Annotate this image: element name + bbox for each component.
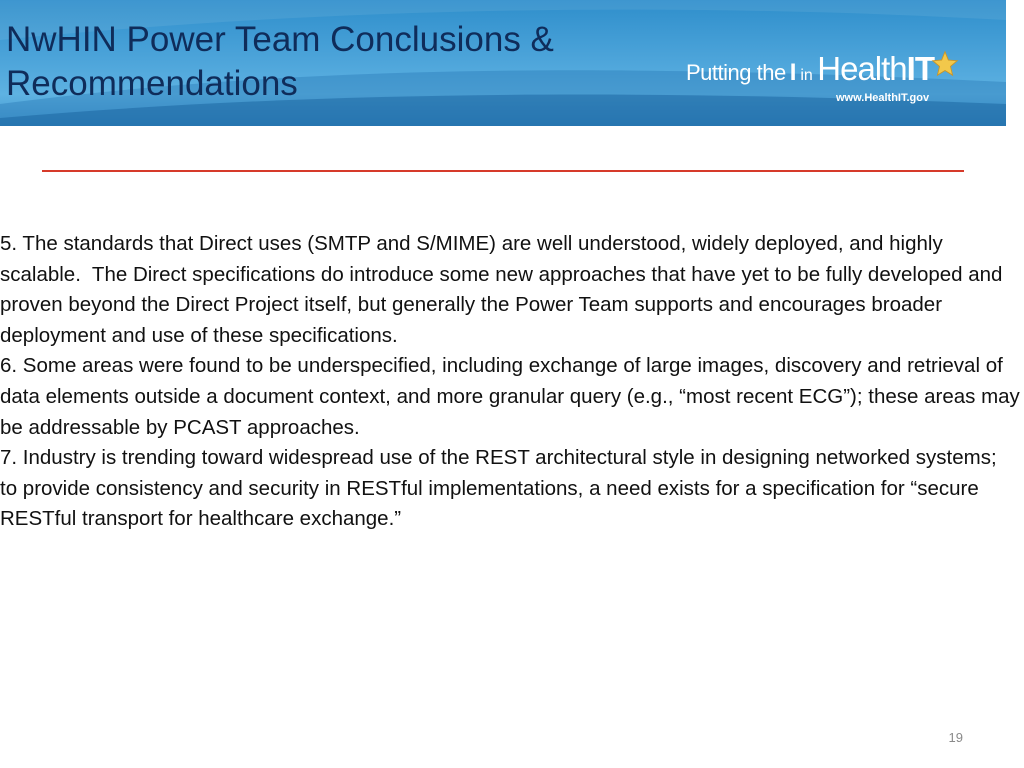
header-banner [0,0,1006,126]
logo-it-text: IT [906,50,934,87]
logo-url: www.HealthIT.gov [836,92,930,104]
logo-i-text: I [789,59,797,86]
body-paragraph-6: 6. Some areas were found to be underspecified, including exchange of large images, discovery and retrieval of data elements outside a document context, and more granular query (e.g., “most recent ECG”); these areas may be addressable by PCAST approaches. [0,354,1020,439]
slide-title [6,18,666,106]
slide-title-line-2: Recommendations [6,64,298,103]
star-icon [931,50,959,78]
logo-in-text: in [800,67,813,84]
page-number: 19 [948,730,963,745]
logo-health-text: Health [817,50,907,87]
slide-title-line-1: NwHIN Power Team Conclusions & [6,20,554,59]
logo-putting-text: Putting the [686,60,786,85]
healthit-logo [686,50,986,110]
body-paragraph-5: 5. The standards that Direct uses (SMTP and S/MIME) are well understood, widely deployed, and highly scalable. The Direct specifications do introduce some new approaches that have yet to be fully developed and proven beyond the Direct Project itself, but generally the Power Team supports and encourages broader deployment and use of these specifications. [0,232,1003,347]
slide-body [0,229,1022,535]
title-divider-rule [42,170,964,172]
body-paragraph-7: 7. Industry is trending toward widespread use of the REST architectural style in designing networked systems; to provide consistency and security in RESTful implementations, a need exists for a specification for “secure RESTful transport for healthcare exchange.” [0,446,1003,531]
